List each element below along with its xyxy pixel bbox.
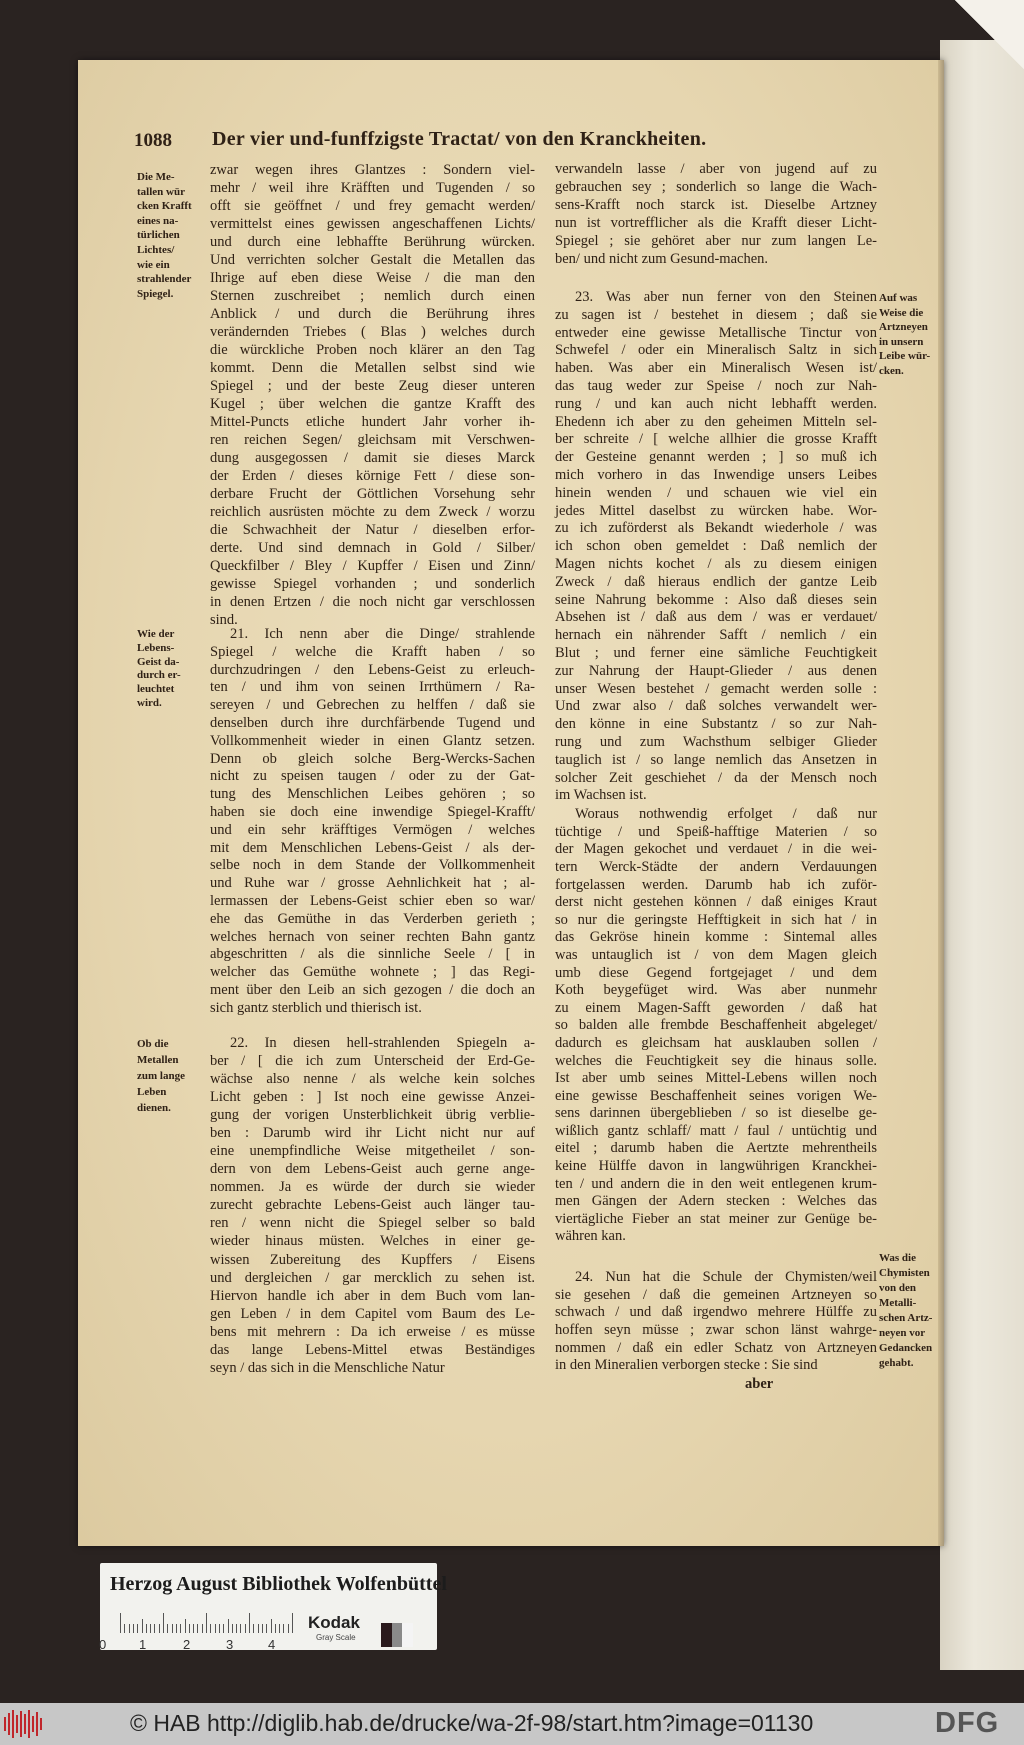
text-line: ten / und andern die in den weit entlegenen krum- [555, 1175, 877, 1192]
text-line: jedes Mittel daselbst zu würcken habe. Wor- [555, 502, 877, 519]
text-line: ren reichen Segen/ gleichsam mit Verschwen- [210, 432, 535, 448]
text-line: ment über den Leib an sich gezogen / die doch an [210, 982, 535, 999]
library-name: Herzog August Bibliothek Wolfenbüttel [110, 1573, 447, 1595]
text-line: 24. Nun hat die Schule der Chymisten/weil [575, 1269, 877, 1286]
ruler-tick [180, 1624, 181, 1633]
text-line: die Schwachheit der Natur / dieselben erfor- [210, 522, 535, 538]
margin-note-line: Metallen [137, 1054, 179, 1066]
ruler-tick [236, 1624, 237, 1633]
ruler-number: 3 [226, 1637, 234, 1652]
text-line: den könne in eine Substantz / so zur Nah- [555, 716, 877, 733]
text-line: derbare Frucht der Göttlichen Vorsehung sehr [210, 486, 535, 502]
paragraph [555, 1269, 877, 1375]
ruler-tick [266, 1624, 267, 1633]
text-line: ehe das Gemüthe in das Verderben gerieth ; [210, 910, 535, 927]
ruler-tick [219, 1624, 220, 1633]
ruler-tick [185, 1619, 186, 1633]
margin-note-line: cken Krafft [137, 200, 192, 213]
margin-note-line: eines na- [137, 214, 179, 227]
text-line: entweder eine gewisse Metallische Tinctur von [555, 324, 877, 341]
margin-note-line: Auf was [879, 292, 918, 304]
margin-note-line: Artzneyen [879, 321, 928, 334]
text-line: rung / und kan auch nicht lebhafft werden. [555, 395, 877, 412]
text-line: 22. In diesen hell-strahlenden Spiegeln a- [230, 1034, 535, 1051]
margin-note-line: strahlender [137, 273, 192, 286]
margin-note-line: türlichen [137, 229, 180, 242]
text-line: haben sie doch eine inwendige Spiegel-Krafft/ [210, 804, 535, 821]
text-line: der Gesteine genannt werden ; ] so muß ich [555, 449, 877, 466]
text-line: verwandeln lasse / aber von jugend auf zu [555, 161, 877, 178]
ruler-tick [154, 1624, 155, 1633]
margin-note-line: Chymisten [879, 1267, 930, 1279]
ruler [120, 1613, 296, 1633]
margin-note-line: leuchtet [137, 683, 175, 696]
ruler-tick [167, 1624, 168, 1633]
text-line: seine Nahrung bekomme : Also daß dieses sein [555, 591, 877, 608]
text-line: nun ist vortrefflicher als die Krafft dieser Licht- [555, 214, 877, 231]
text-line: dern von dem Lebens-Geist auch gerne ange- [210, 1161, 535, 1178]
margin-note-line: wird. [137, 696, 162, 709]
text-line: sens darinnen übergeblieben / so ist dieselbe ge- [555, 1105, 877, 1122]
dfg-logo: DFG [935, 1707, 1000, 1739]
ruler-tick [245, 1624, 246, 1633]
margin-note-line: schen Artz- [879, 1312, 933, 1324]
text-line: nicht zu speisen taugen / oder zu der Gat- [210, 768, 535, 785]
text-line: hoffen seyn müsse ; zwar schon länst wahrge- [555, 1321, 877, 1338]
ruler-tick [258, 1624, 259, 1633]
paragraph [555, 161, 877, 268]
text-line: sie gesehen / daß die gemeinen Artzneyen so [555, 1286, 877, 1303]
hab-logo-icon [4, 1709, 46, 1739]
paragraph [555, 289, 877, 805]
catchword: aber [745, 1376, 774, 1392]
margin-note-line: Weise die [879, 306, 924, 319]
text-line: men Gängen der Adern stecken : Welches das [555, 1193, 877, 1210]
text-line: Absehen ist / daß aus dem / was er verdauet/ [555, 609, 877, 626]
text-line: das lange Lebens-Mittel etwas Beständiges [210, 1341, 535, 1358]
ruler-tick [120, 1613, 121, 1633]
text-line: schwach / und daß irgendwo mehrere Hülffe zu [555, 1304, 877, 1321]
text-line: Blut ; und ferner eine sämliche Feuchtigkeit [555, 645, 877, 662]
text-line: keine Hülffe davon in langwührigen Kranckhei- [555, 1158, 877, 1175]
margin-note-right [879, 291, 930, 379]
text-line: Schwefel / oder ein Mineralisch Saltz in sich [555, 342, 877, 359]
text-line: 21. Ich nenn aber die Dinge/ strahlende [230, 626, 535, 643]
gray-scale-label: Gray Scale [316, 1633, 356, 1642]
ruler-tick [189, 1624, 190, 1633]
text-line: dadurch es gleichsam hat ausklauben sollen / [555, 1034, 877, 1051]
text-line: seyn / das sich in die Menschliche Natur [210, 1359, 445, 1376]
text-line: so nur die geringste Hefftigkeit in sich hat / in [555, 911, 877, 928]
margin-note-line: cken. [879, 364, 904, 377]
text-line: im Wachsen ist. [555, 787, 647, 804]
text-line: hinein wenden / und schauen wie viel ein [555, 484, 877, 501]
text-line: kommt. Denn die Metallen selbst sind wie [210, 360, 535, 376]
text-line: Vollkommenheit wieder in einen Glantz setzen. [210, 732, 535, 749]
margin-note-line: Metalli- [879, 1297, 917, 1309]
text-line: die würckliche Proben noch klärer an den Tag [210, 342, 535, 358]
text-line: Denn ob gleich solche Berg-Wercks-Sachen [210, 750, 535, 767]
ruler-number: 2 [183, 1637, 191, 1652]
text-line: gen Leben / in dem Capitel vom Baum des Le- [210, 1305, 535, 1322]
text-line: viertägliche Fieber an stat meiner zur Genüge be- [555, 1210, 877, 1227]
margin-note-line: Lebens- [137, 641, 175, 654]
margin-note-right [879, 1251, 932, 1371]
margin-note-line: Was die [879, 1252, 916, 1264]
margin-note-line: Gedancken [879, 1342, 933, 1354]
text-line: welches hernach von seiner rechten Bahn gantz [210, 928, 535, 945]
text-line: Anblick / und durch die Berührung ihres [210, 306, 535, 322]
text-line: lermassen der Lebens-Geist schier eben so war/ [210, 893, 535, 910]
ruler-tick [215, 1624, 216, 1633]
ruler-tick [159, 1624, 160, 1633]
gray-patch-light [402, 1623, 413, 1647]
gray-patches [381, 1623, 413, 1647]
text-line: wißlich gantz schlaff/ matt / faul / untüchtig und [555, 1122, 877, 1139]
ruler-tick [288, 1624, 289, 1633]
text-line: Koth beygefüget wird. Was aber nunmehr [555, 982, 877, 999]
ruler-tick [137, 1624, 138, 1633]
margin-note-line: von den [879, 1282, 916, 1294]
text-line: in denen Ertzen / die noch nicht gar verschlossen [210, 594, 535, 610]
margin-note-line: Leibe wür- [879, 350, 931, 363]
text-line: währen kan. [555, 1228, 626, 1245]
margin-note-line: zum lange [137, 1070, 185, 1082]
text-line: das Gekröse hinein komme : Sintemal alles [555, 929, 877, 946]
text-line: ich schon oben gemeldet : Daß nemlich der [555, 538, 877, 555]
text-line: eine gewisse Beschaffenheit seines vorigen We- [555, 1087, 877, 1104]
ruler-tick [163, 1613, 164, 1633]
running-title: Der vier und-funffzigste Tractat/ von den Kranckheiten. [212, 128, 707, 150]
margin-note-line: tallen wür [137, 185, 185, 198]
text-line: das taug weder zur Speise / noch zur Nah- [555, 378, 877, 395]
kodak-logo: Kodak [308, 1613, 360, 1632]
text-line: ber / [ die ich zum Unterscheid der Erd-Ge- [210, 1053, 535, 1070]
margin-note-left [137, 628, 181, 711]
margin-note-line: Spiegel. [137, 287, 174, 300]
text-line: ben/ und nicht zum Gesund-machen. [555, 250, 769, 267]
text-line: mit dem Menschlichen Lebens-Geist / als der- [210, 839, 535, 856]
text-line: abgeschritten / als die sinnliche Seele / [ in [210, 946, 535, 963]
text-line: so balden alle frembde Beschaffenheit abgeleget/ [555, 1017, 877, 1034]
text-line: Mittel-Puncts etliche hundert Jahr vorher ih- [210, 414, 535, 430]
ruler-tick [142, 1619, 143, 1633]
ruler-tick [129, 1624, 130, 1633]
ruler-tick [253, 1624, 254, 1633]
ruler-tick [271, 1619, 272, 1633]
ruler-tick [228, 1619, 229, 1633]
text-line: nommen. Ja es würde der durch sie wieder [210, 1179, 535, 1196]
text-line: ren / wenn nicht die Spiegel selber so bald [210, 1215, 535, 1232]
paragraph [210, 626, 535, 1018]
ruler-tick [150, 1624, 151, 1633]
ruler-tick [240, 1624, 241, 1633]
text-line: Magen nichts kochet / als zu diesem einigen [555, 556, 877, 573]
text-line: Licht geben : ] Ist noch eine gewisse Anzei- [210, 1089, 535, 1106]
text-line: gebrauchen sey ; sonderlich so lange die Wach- [555, 178, 877, 195]
text-line: und dergleichen / gar mercklich zu sehen ist. [210, 1269, 535, 1286]
text-line: tauglich ist / so lange nemlich das Ansetzen in [555, 751, 877, 768]
page-curl [955, 0, 1024, 70]
text-line: Sternen zuschreibet ; nemlich durch einen [210, 288, 535, 304]
next-leaf-edge [940, 40, 1024, 1670]
text-line: solcher Zeit geschiehet / da der Mensch noch [555, 769, 877, 786]
gray-patch-mid [392, 1623, 403, 1647]
text-line: Kugel ; über welchen die gantze Krafft des [210, 396, 535, 412]
text-line: wächse also nenne / als welche kein solches [210, 1071, 535, 1088]
text-line: durchzudringen / den Lebens-Geist zu erleuch- [210, 661, 535, 678]
text-line: reichlich ausrüsten möchte zu dem Zweck / worzu [210, 504, 535, 520]
text-line: Woraus nothwendig erfolget / daß nur [575, 806, 877, 823]
ruler-tick [133, 1624, 134, 1633]
text-line: denselben durch ihre durchfärbende Tugend und [210, 715, 535, 732]
text-line: tung des Menschlichen Leibes gehören ; so [210, 786, 535, 803]
ruler-tick [275, 1624, 276, 1633]
page-edge [938, 60, 944, 1546]
margin-note-line: Ob die [137, 1038, 169, 1050]
ruler-tick [249, 1613, 250, 1633]
text-line: Ist aber umb seines Mittel-Lebens willen noch [555, 1070, 877, 1087]
text-line: Und verrichten solcher Gestalt die Metallen das [210, 252, 535, 268]
paragraph [210, 161, 535, 629]
margin-note-line: neyen vor [879, 1327, 926, 1339]
text-line: verändernden Triebes ( Blas ) welches durch [210, 324, 535, 340]
text-line: Spiegel ; sie gehöret aber nur zum langen Le- [555, 232, 877, 249]
text-line: Ihrige auf eben diese Weise / die man den [210, 270, 535, 286]
text-line: gewisse Spiegel vorhanden ; und sonderlich [210, 576, 535, 592]
margin-note-line: in unsern [879, 335, 924, 348]
margin-note-left [137, 170, 192, 301]
ruler-tick [172, 1624, 173, 1633]
text-line: bens mit mehrern : Da ich erweise / es müsse [210, 1323, 535, 1340]
ruler-tick [292, 1613, 293, 1633]
text-line: eitel ; darumb haben die Aertzte mehrentheils [555, 1140, 877, 1157]
text-line: tüchtige / und Speiß-hafftige Materien / so [555, 823, 877, 840]
ruler-tick [262, 1624, 263, 1633]
text-line: Hiervon handle ich aber in dem Buch vom lan- [210, 1287, 535, 1304]
ruler-number: 0 [99, 1637, 107, 1652]
ruler-tick [232, 1624, 233, 1633]
text-line: ten / und ihm von seinen Irrthümern / Ra- [210, 679, 535, 696]
text-line: zu einem Magen-Safft geworden / daß hat [555, 999, 877, 1016]
ruler-tick [146, 1624, 147, 1633]
margin-note-left [137, 1036, 185, 1116]
text-line: ber schreite / [ welche allhier die grosse Krafft [555, 431, 877, 448]
text-line: fortgelassen werden. Darumb hab ich zuför- [555, 876, 877, 893]
margin-note-line: dienen. [137, 1102, 171, 1114]
paragraph [555, 806, 877, 1246]
text-line: der Erden / dieses körnige Fett / diese son- [210, 468, 535, 484]
text-line: mehr / weil ihre Kräfften und Tugenden / so [210, 180, 535, 196]
text-line: ben : Darumb wird ihr Licht nicht nur auf [210, 1125, 535, 1142]
text-line: zur Nahrung der Haupt-Glieder / aus denen [555, 662, 877, 679]
text-line: was untauglich ist / von dem Magen gleich [555, 946, 877, 963]
text-line: selbe noch in dem Stande der Vollkommenheit [210, 857, 535, 874]
margin-note-line: wie ein [137, 258, 170, 271]
paragraph [210, 1034, 535, 1377]
ruler-number: 4 [268, 1637, 276, 1652]
text-line: mich vorhero in das Inwendige unsers Leibes [555, 467, 877, 484]
text-line: 23. Was aber nun ferner von den Steinen [575, 289, 877, 306]
ruler-tick [279, 1624, 280, 1633]
text-line: wieder hinaus müsten. Welches in einer ge- [210, 1233, 535, 1250]
text-line: Spiegel ; und der beste Zeug dieser unteren [210, 378, 535, 394]
text-line: derte. Und sind demnach in Gold / Silber/ [210, 540, 535, 556]
text-line: umb diese Gegend fortgejaget / und dem [555, 964, 877, 981]
text-line: zurecht gebrachte Lebens-Geist auch länger tau- [210, 1197, 535, 1214]
ruler-tick [210, 1624, 211, 1633]
page-number: 1088 [134, 130, 172, 151]
text-line: sereyen / und Gebrechen zu helffen / daß sie [210, 697, 535, 714]
text-line: welches die Feuchtigkeit sey die hinaus solle. [555, 1052, 877, 1069]
text-line: Zweck / daß hieraus endlich der gantze Leib [555, 573, 877, 590]
margin-note-line: Wie der [137, 628, 175, 640]
margin-note-line: gehabt. [879, 1357, 914, 1369]
text-line: sens-Krafft noch starck ist. Dieselbe Artzney [555, 196, 877, 213]
text-line: dung ausgegossen / damit sie dieses Marck [210, 450, 535, 466]
text-line: zwar wegen ihres Glantzes : Sondern viel- [210, 162, 535, 178]
ruler-number: 1 [139, 1637, 147, 1652]
text-line: tern Werck-Städte der andern Verdauungen [555, 858, 877, 875]
text-line: welcher das Gemüthe wohnete ; ] das Regi- [210, 964, 535, 981]
text-line: Ehedenn ich aber zu den geheimen Mitteln sel- [555, 413, 877, 430]
text-line: gung der vorigen Unsterblichkeit übrig verblie- [210, 1107, 535, 1124]
copyright-link[interactable]: © HAB http://diglib.hab.de/drucke/wa-2f-98/start.htm?image=01130 [130, 1710, 814, 1736]
ruler-tick [206, 1613, 207, 1633]
text-line: und Ruhe war / grosse Aehnlichkeit hat ; al- [210, 875, 535, 892]
text-line: Und zwar also / daß solches verwandelt wer- [555, 698, 877, 715]
ruler-tick [197, 1624, 198, 1633]
text-line: und ein sehr kräfftiges Vermögen / welches [210, 821, 535, 838]
text-line: haben. Was aber ein Mineralisch Wesen ist/ [555, 360, 877, 377]
text-line: zu sagen ist / bestehet in diesem ; daß sie [555, 306, 877, 323]
text-line: und durch eine lebhaffte Berührung würcken. [210, 234, 535, 250]
text-line: nommen / daß ein edler Schatz von Artzneyen [555, 1339, 877, 1356]
margin-note-line: Geist da- [137, 655, 180, 668]
margin-note-line: durch er- [137, 669, 181, 682]
margin-note-line: Lichtes/ [137, 243, 175, 256]
text-line: offt sie geöffnet / und frey gemacht werden/ [210, 198, 535, 214]
text-line: zu ich zuförderst als Bekandt wiederhole / was [555, 520, 877, 537]
text-line: wissen Zubereitung des Kupffers / Eisens [210, 1251, 535, 1268]
ruler-tick [283, 1624, 284, 1633]
margin-note-line: Die Me- [137, 171, 175, 183]
ruler-tick [193, 1624, 194, 1633]
ruler-tick [176, 1624, 177, 1633]
gray-patch-dark [381, 1623, 392, 1647]
text-line: vermittelst eines gewissen angeschaffenen Lichts/ [210, 216, 535, 232]
ruler-tick [223, 1624, 224, 1633]
text-line: eine unempfindliche Weise mitgetheilet / son- [210, 1143, 535, 1160]
text-line: hernach ein nährender Safft / nemlich / ein [555, 627, 877, 644]
text-line: unser Wesen bestehet / gemacht werden solle : [555, 680, 877, 697]
footer-bar [0, 1703, 1024, 1745]
ruler-tick [202, 1624, 203, 1633]
text-line: sind. [210, 612, 238, 628]
color-scale-card [99, 1563, 447, 1652]
text-line: in den Mineralien verborgen stecke : Sie sind [555, 1357, 818, 1374]
text-line: rung und zum Wachsthum selbiger Glieder [555, 734, 877, 751]
ruler-tick [124, 1624, 125, 1633]
text-line: Queckfilber / Bley / Kupffer / Eisen und Zinn/ [210, 558, 535, 574]
margin-note-line: Leben [137, 1086, 167, 1098]
text-line: Spiegel / welche die Krafft haben / so [210, 643, 535, 660]
text-line: derst nicht gestehen können / daß einiges Kraut [555, 894, 877, 911]
text-line: der Magen gekochet und verdauet / in die wei- [555, 841, 877, 858]
text-line: sich gantz sterblich und thierisch ist. [210, 999, 422, 1016]
